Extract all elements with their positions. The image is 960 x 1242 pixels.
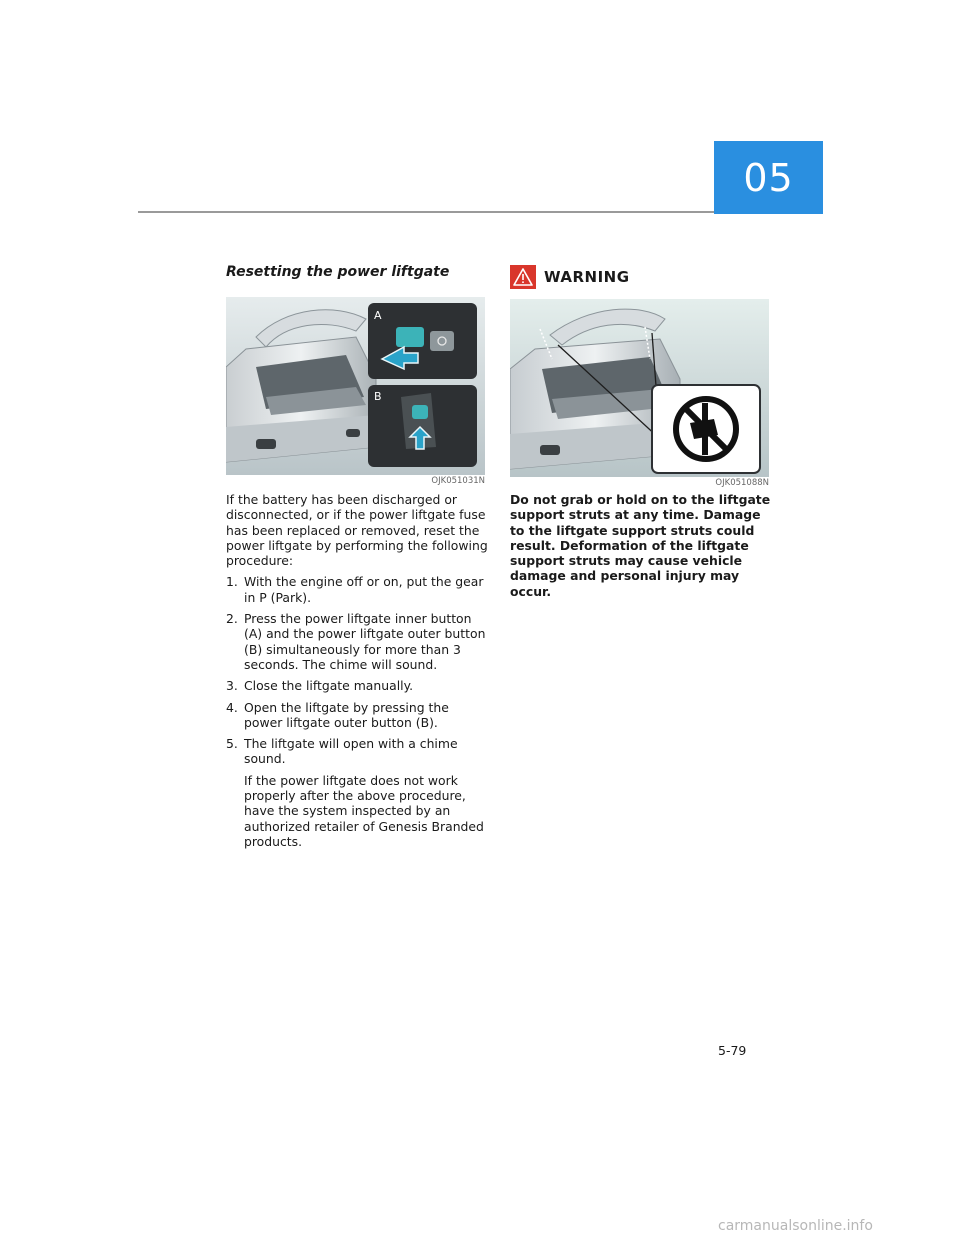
step-item — [226, 736, 488, 849]
liftgate-reset-illustration — [226, 297, 485, 475]
step-number: 1. — [226, 574, 238, 590]
step-item — [226, 678, 488, 693]
step-number: 2. — [226, 611, 238, 627]
step-note: If the power liftgate does not work properly after the above procedure, have the system inspected by an authorized retailer of Genesis Branded products. — [244, 772, 484, 849]
warning-text: Do not grab or hold on to the liftgate support struts at any time. Damage to the liftgate support struts could result. Deformation of the liftgate support struts may cause vehicle damage and personal injury may occur. — [510, 492, 771, 599]
section-title: Resetting the power liftgate — [226, 264, 450, 280]
step-item — [226, 611, 488, 672]
strut-warning-figure — [510, 299, 769, 477]
warning-title: WARNING — [544, 268, 630, 286]
left-column — [226, 260, 488, 855]
step-item — [226, 700, 488, 731]
step-text: Open the liftgate by pressing the power liftgate outer button (B). — [244, 699, 449, 730]
steps-list — [226, 574, 488, 849]
header-rule — [138, 211, 714, 213]
strut-warning-illustration — [510, 299, 769, 477]
callout-b-label: B — [374, 390, 382, 403]
step-text: Close the liftgate manually. — [244, 678, 414, 694]
warning-header — [510, 265, 772, 289]
watermark: carmanualsonline.info — [718, 1218, 873, 1234]
step-number: 3. — [226, 678, 238, 694]
warning-triangle-icon — [510, 265, 536, 289]
page-number: 5-79 — [718, 1043, 747, 1058]
intro-paragraph: If the battery has been discharged or disconnected, or if the power liftgate fuse has been replaced or removed, reset the power liftgate by performing the following procedure: — [226, 492, 488, 569]
step-text: With the engine off or on, put the gear in P (Park). — [244, 574, 484, 605]
right-column — [510, 265, 772, 599]
chapter-tab — [714, 141, 823, 214]
liftgate-reset-figure — [226, 297, 485, 475]
figure-code: OJK051031N — [431, 476, 485, 486]
step-number: 5. — [226, 736, 238, 752]
step-text: Press the power liftgate inner button (A) and the power liftgate outer button (B) simultaneously for more than 3 seconds. The chime will sound. — [244, 611, 486, 672]
reset-instructions — [226, 492, 488, 849]
step-number: 4. — [226, 699, 238, 715]
callout-a-label: A — [374, 309, 382, 322]
step-text: The liftgate will open with a chime sound. — [244, 736, 458, 767]
figure-code: OJK051088N — [715, 478, 769, 488]
step-item — [226, 574, 488, 605]
chapter-number: 05 — [743, 155, 794, 200]
